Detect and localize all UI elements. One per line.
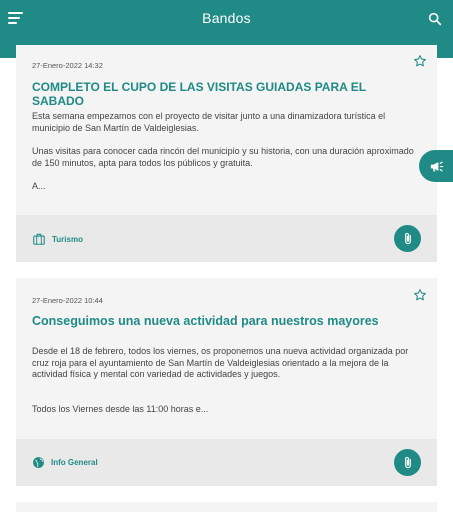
star-outline-icon[interactable] bbox=[413, 54, 427, 68]
post-paragraph: A... bbox=[32, 181, 46, 191]
category-label: Info General bbox=[51, 458, 98, 467]
post-card[interactable] bbox=[16, 278, 437, 486]
megaphone-icon bbox=[429, 159, 444, 174]
post-footer bbox=[16, 215, 437, 262]
luggage-icon bbox=[32, 232, 46, 246]
paperclip-icon bbox=[401, 456, 415, 470]
post-title[interactable]: COMPLETO EL CUPO DE LAS VISITAS GUIADAS PARA EL SABADO bbox=[32, 80, 366, 108]
announcements-button[interactable] bbox=[419, 150, 453, 182]
attachment-button[interactable] bbox=[394, 225, 421, 252]
post-paragraph: Unas visitas para conocer cada rincón del municipio y su historia, con una duración aproximado de 150 minutos, apta para todos los públicos y gratuita. bbox=[32, 146, 414, 168]
post-paragraph: Todos los Viernes desde las 11:00 horas e... bbox=[32, 404, 209, 414]
category-tag[interactable] bbox=[32, 456, 98, 469]
post-paragraph: Esta semana empezamos con el proyecto de visitar junto a una dinamizadora turística el municipio de San Martín de Valdeiglesias. bbox=[32, 111, 386, 133]
post-footer bbox=[16, 439, 437, 486]
search-icon[interactable] bbox=[427, 11, 443, 27]
star-outline-icon[interactable] bbox=[413, 288, 427, 302]
page-title: Bandos bbox=[202, 10, 251, 26]
globe-icon bbox=[32, 456, 45, 469]
paperclip-icon bbox=[401, 232, 415, 246]
post-date: 27-Enero-2022 10:44 bbox=[32, 296, 103, 305]
post-title[interactable]: Conseguimos una nueva actividad para nuestros mayores bbox=[32, 314, 379, 328]
post-card[interactable] bbox=[16, 45, 437, 262]
post-card[interactable] bbox=[16, 502, 437, 512]
attachment-button[interactable] bbox=[394, 449, 421, 476]
category-tag[interactable] bbox=[32, 232, 83, 246]
post-paragraph: Desde el 18 de febrero, todos los viernes, os proponemos una nueva actividad organizada por cruz roja para el ayuntamiento de San Martín de Valdeiglesias orientado a la mejora de la actividad física y mental con variedad de actividades y juegos. bbox=[32, 346, 409, 379]
post-date: 27-Enero-2022 14:32 bbox=[32, 61, 103, 70]
category-label: Turismo bbox=[52, 234, 83, 244]
